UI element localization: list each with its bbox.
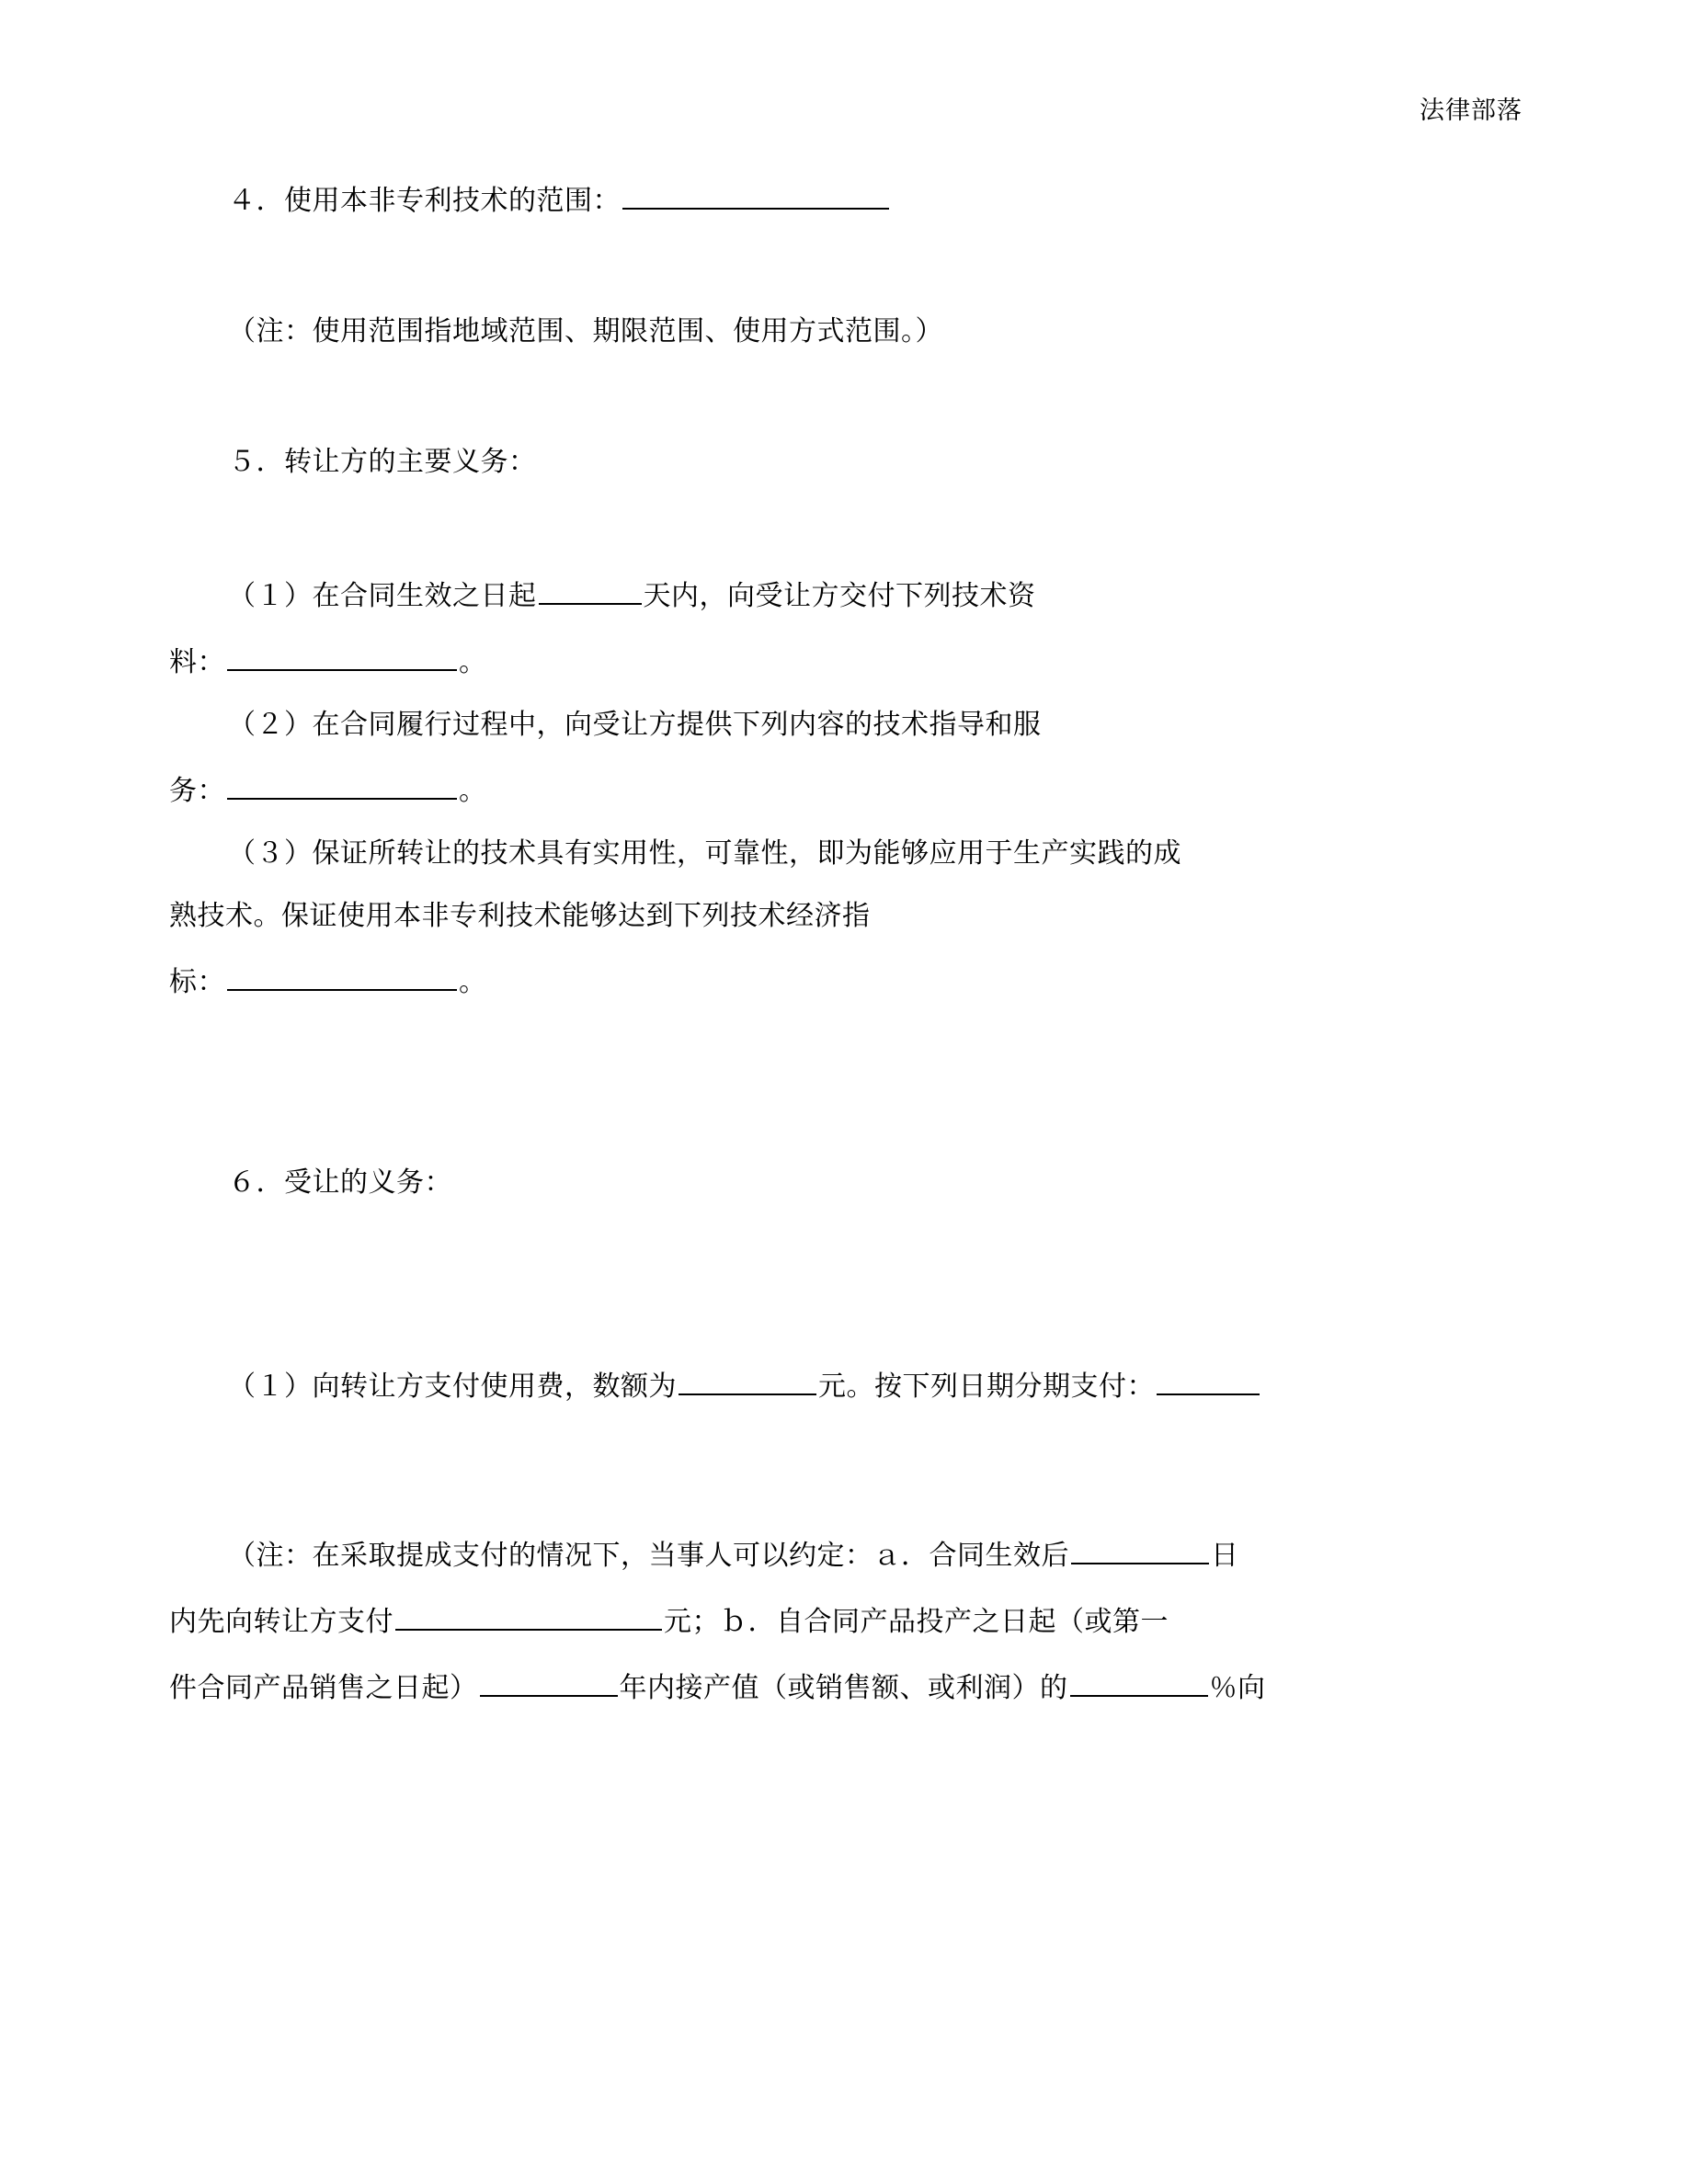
paragraph-item-5-1-line2 <box>169 645 1460 677</box>
paragraph-text-tail: 元。按下列日期分期支付： <box>818 1371 1155 1403</box>
spacer <box>228 739 1460 774</box>
spacer <box>228 868 1460 903</box>
paragraph-text-tail: 。 <box>459 966 487 998</box>
paragraph-text: （注：使用范围指地域范围、期限范围、使用方式范围。） <box>228 315 943 347</box>
paragraph-item-5-2-line2 <box>169 774 1460 805</box>
fill-in-blank[interactable] <box>622 184 889 210</box>
spacer <box>228 1099 1460 1169</box>
paragraph-item-4 <box>228 184 1460 215</box>
paragraph-text-tail: ％向 <box>1209 1672 1266 1704</box>
fill-in-blank-2[interactable] <box>1157 1370 1260 1395</box>
document-body <box>169 184 1460 1704</box>
paragraph-text-mid: 年内接产值（或销售额、或利润）的 <box>619 1672 1068 1704</box>
paragraph-text: 标： <box>169 966 225 998</box>
paragraph-text-tail: 元；ｂ．自合同产品投产之日起（或第一 <box>664 1606 1169 1638</box>
paragraph-text: 件合同产品销售之日起） <box>169 1672 478 1704</box>
paragraph-text-tail: 日 <box>1211 1540 1239 1572</box>
page-header-watermark: 法律部落 <box>1420 97 1523 125</box>
spacer <box>228 677 1460 711</box>
spacer <box>228 1197 1460 1300</box>
paragraph-item-6-1 <box>228 1370 1460 1401</box>
paragraph-item-5 <box>228 446 1460 478</box>
paragraph-note-1 <box>228 315 1460 347</box>
paragraph-text: （１）向转让方支付使用费，数额为 <box>228 1371 677 1403</box>
paragraph-text-tail: 天内，向受让方交付下列技术资 <box>643 580 1036 612</box>
spacer <box>228 1570 1460 1605</box>
spacer <box>228 930 1460 965</box>
paragraph-text: ４．使用本非专利技术的范围： <box>228 185 621 217</box>
paragraph-item-5-3-line2 <box>169 900 1460 932</box>
spacer <box>228 476 1460 579</box>
spacer <box>228 610 1460 645</box>
fill-in-blank[interactable] <box>227 774 457 800</box>
paragraph-text-tail: 。 <box>459 646 487 678</box>
paragraph-note-2-line3 <box>169 1671 1460 1702</box>
paragraph-text: （注：在采取提成支付的情况下，当事人可以约定：ａ．合同生效后 <box>228 1540 1069 1572</box>
paragraph-item-5-2-line1 <box>228 711 1460 739</box>
paragraph-text: ６．受让的义务： <box>228 1166 452 1199</box>
spacer <box>228 996 1460 1099</box>
fill-in-blank-2[interactable] <box>1070 1671 1208 1697</box>
spacer <box>228 215 1460 318</box>
paragraph-text: ５．转让方的主要义务： <box>228 446 537 478</box>
fill-in-blank[interactable] <box>227 645 457 671</box>
spacer <box>228 1504 1460 1539</box>
paragraph-item-6 <box>228 1166 1460 1199</box>
paragraph-text: 料： <box>169 646 225 678</box>
paragraph-text: 务： <box>169 775 225 807</box>
spacer <box>228 1401 1460 1504</box>
paragraph-text: （１）在合同生效之日起 <box>228 580 537 612</box>
fill-in-blank[interactable] <box>539 579 642 605</box>
spacer <box>228 1300 1460 1370</box>
paragraph-item-5-1-line1 <box>228 579 1460 610</box>
spacer <box>228 346 1460 449</box>
paragraph-note-2-line2 <box>169 1605 1460 1636</box>
fill-in-blank[interactable] <box>679 1370 816 1395</box>
paragraph-item-5-3-line3 <box>169 965 1460 996</box>
fill-in-blank[interactable] <box>395 1605 662 1631</box>
fill-in-blank[interactable] <box>480 1671 618 1697</box>
paragraph-text-tail: 。 <box>459 775 487 807</box>
paragraph-text: 内先向转让方支付 <box>169 1606 393 1638</box>
fill-in-blank[interactable] <box>227 965 457 991</box>
paragraph-item-5-3-line1 <box>228 837 1460 870</box>
paragraph-text: （３）保证所转让的技术具有实用性，可靠性，即为能够应用于生产实践的成 <box>228 837 1181 870</box>
fill-in-blank[interactable] <box>1071 1539 1209 1564</box>
paragraph-text: （２）在合同履行过程中，向受让方提供下列内容的技术指导和服 <box>228 709 1042 741</box>
paragraph-text: 熟技术。保证使用本非专利技术能够达到下列技术经济指 <box>169 900 871 932</box>
spacer <box>228 805 1460 840</box>
spacer <box>228 1636 1460 1671</box>
paragraph-note-2-line1 <box>228 1539 1460 1570</box>
